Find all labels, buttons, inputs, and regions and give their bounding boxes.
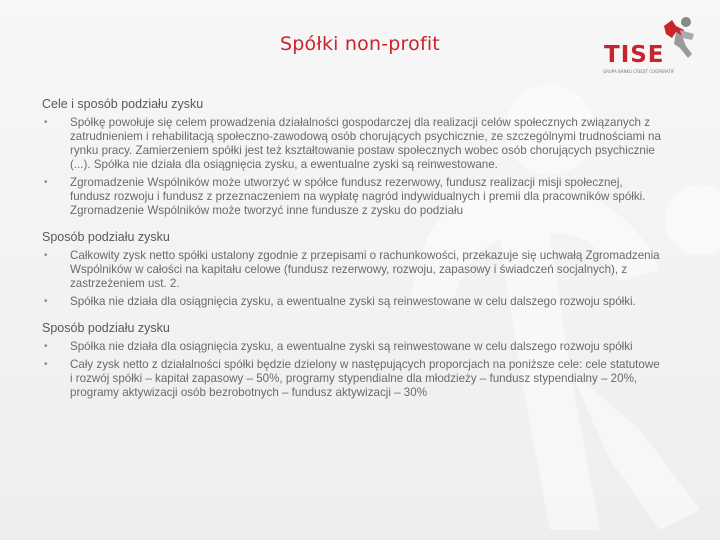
bullet-icon: • <box>44 117 48 128</box>
list-item <box>42 249 662 291</box>
bullet-list <box>42 340 662 400</box>
section-heading: Sposób podziału zysku <box>42 321 170 335</box>
section-heading: Sposób podziału zysku <box>42 230 170 244</box>
section-profit-distribution-2 <box>42 321 662 400</box>
section-goals <box>42 97 662 218</box>
section-profit-distribution <box>42 230 662 309</box>
list-item <box>42 176 662 218</box>
list-item <box>42 116 662 172</box>
bullet-list <box>42 249 662 309</box>
content-area <box>42 97 662 412</box>
bullet-icon: • <box>44 177 48 188</box>
page-title: Spółki non-profit <box>280 33 440 55</box>
bullet-list <box>42 116 662 218</box>
section-heading: Cele i sposób podziału zysku <box>42 97 204 111</box>
list-item <box>42 340 662 354</box>
list-item-text: Spółka nie działa dla osiągnięcia zysku, a ewentualne zyski są reinwestowane w celu dalszego rozwoju spółki. <box>70 295 636 308</box>
list-item-text: Zgromadzenie Wspólników może utworzyć w spółce fundusz rezerwowy, fundusz realizacji misji społecznej, fundusz rozwoju i fundusz z przeznaczeniem na wypłatę nagród indywidualnych i premii dla pracowników spółki. Zgromadzenie Wspólników może tworzyć inne fundusze z zysku do podziału <box>70 176 646 217</box>
logo-tagline: GRUPA BANKU CREDIT COOPERATIF <box>603 69 675 74</box>
tise-logo <box>600 16 700 76</box>
bullet-icon: • <box>44 296 48 307</box>
list-item-text: Cały zysk netto z działalności spółki będzie dzielony w następujących proporcjach na poniższe cele: cele statutowe i rozwój spółki – kapitał zapasowy – 50%, programy stypendialne dla młodzieży – fundusz stypendialny – 20%, programy aktywizacji osób bezrobotnych – fundusz aktywizacji – 30% <box>70 358 660 399</box>
list-item <box>42 295 662 309</box>
list-item <box>42 358 662 400</box>
list-item-text: Spółka nie działa dla osiągnięcia zysku, a ewentualne zyski są reinwestowane w celu dalszego rozwoju spółki <box>70 340 633 353</box>
list-item-text: Całkowity zysk netto spółki ustalony zgodnie z przepisami o rachunkowości, przekazuje się uchwałą Zgromadzenia Wspólników w całości na kapitału celowe (fundusz rezerwowy, rozwoju, zapasowy i świadczeń socjalnych), z zastrzeżeniem ust. 2. <box>70 249 660 290</box>
logo-wordmark: TISE <box>604 42 665 68</box>
bullet-icon: • <box>44 250 48 261</box>
list-item-text: Spółkę powołuje się celem prowadzenia działalności gospodarczej dla realizacji celów społecznych związanych z zatrudnieniem i rehabilitacją społeczno-zawodową osób chorujących psychicznie, ze szczególnymi trudnościami na rynku pracy. Zamierzeniem spółki jest też kształtowanie postaw społecznych wobec osób chorujących psychicznie (...). Spółka nie działa dla osiągnięcia zysku, a ewentualne zyski są reinwestowane. <box>70 116 661 171</box>
bullet-icon: • <box>44 359 48 370</box>
bullet-icon: • <box>44 341 48 352</box>
